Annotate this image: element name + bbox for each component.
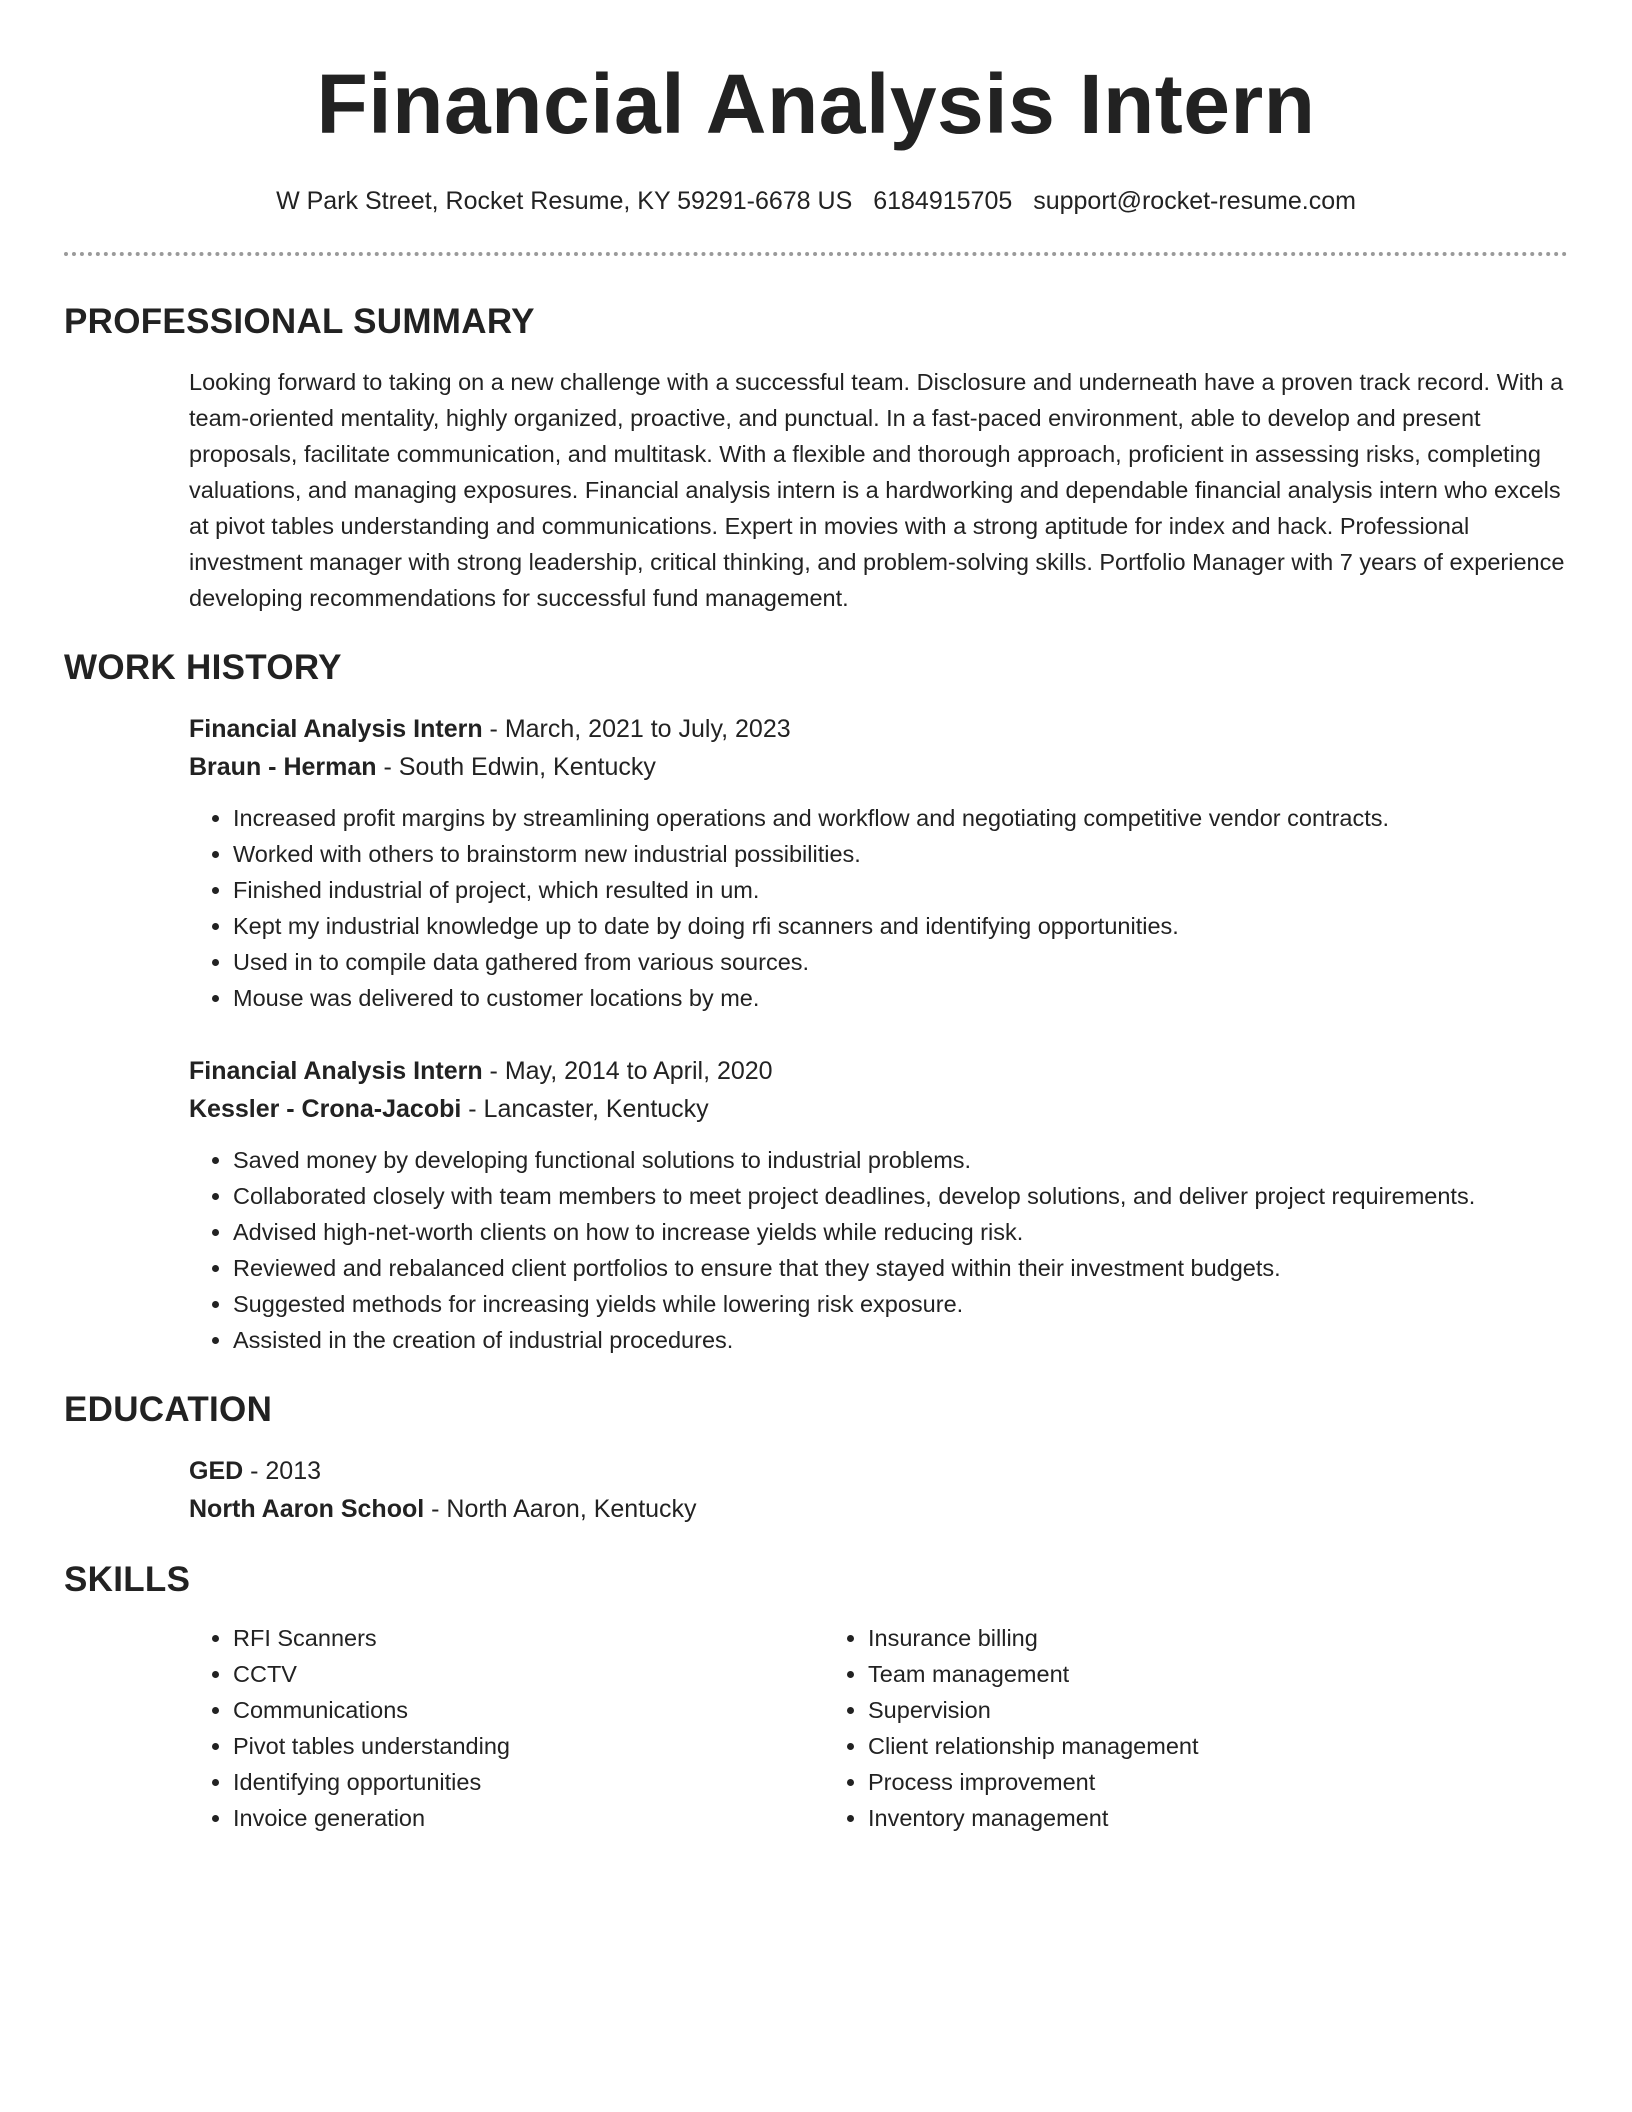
education-school: North Aaron School xyxy=(189,1495,425,1523)
skill-item: • Team management xyxy=(868,1656,1459,1692)
job-role: Financial Analysis Intern xyxy=(189,715,483,743)
section-title-skills: SKILLS xyxy=(64,1560,191,1599)
list-item: • Mouse was delivered to customer locations by me. xyxy=(233,980,1568,1016)
skill-item: • Client relationship management xyxy=(868,1728,1459,1764)
job-role: Financial Analysis Intern xyxy=(189,1057,483,1085)
skill-item: • Supervision xyxy=(868,1692,1459,1728)
job-title-line xyxy=(189,1052,1568,1090)
list-item: • Kept my industrial knowledge up to date by doing rfi scanners and identifying opportunities. xyxy=(233,908,1568,944)
job-bullets xyxy=(189,1142,1568,1358)
section-title-education: EDUCATION xyxy=(64,1390,273,1429)
skill-item: • Inventory management xyxy=(868,1800,1459,1836)
job-bullets xyxy=(189,800,1568,1016)
job-company: Braun - Herman xyxy=(189,753,377,781)
education-school-line xyxy=(189,1490,1568,1528)
job-company-line xyxy=(189,1090,1568,1128)
education-year: - 2013 xyxy=(243,1457,322,1485)
job-title-line xyxy=(189,710,1568,748)
skills-column-left xyxy=(189,1620,824,1836)
list-item: • Reviewed and rebalanced client portfolios to ensure that they stayed within their investment budgets. xyxy=(233,1250,1568,1286)
skill-item: • Invoice generation xyxy=(233,1800,824,1836)
skills-column-right xyxy=(824,1620,1459,1836)
section-title-summary: PROFESSIONAL SUMMARY xyxy=(64,302,535,341)
job-company-line xyxy=(189,748,1568,786)
section-title-work-history: WORK HISTORY xyxy=(64,648,342,687)
skill-item: • CCTV xyxy=(233,1656,824,1692)
contact-address: W Park Street, Rocket Resume, KY 59291-6678 US xyxy=(276,187,853,215)
job-dates: - March, 2021 to July, 2023 xyxy=(482,715,791,743)
job-entry xyxy=(189,1052,1568,1358)
candidate-name: Financial Analysis Intern xyxy=(316,57,1316,151)
list-item: • Collaborated closely with team members to meet project deadlines, develop solutions, and deliver project requirements. xyxy=(233,1178,1568,1214)
education-location: - North Aaron, Kentucky xyxy=(424,1495,697,1523)
job-dates: - May, 2014 to April, 2020 xyxy=(482,1057,773,1085)
list-item: • Worked with others to brainstorm new industrial possibilities. xyxy=(233,836,1568,872)
skill-item: • Pivot tables understanding xyxy=(233,1728,824,1764)
list-item: • Suggested methods for increasing yields while lowering risk exposure. xyxy=(233,1286,1568,1322)
list-item: • Increased profit margins by streamlining operations and workflow and negotiating competitive vendor contracts. xyxy=(233,800,1568,836)
education-degree-line xyxy=(189,1452,1568,1490)
list-item: • Finished industrial of project, which resulted in um. xyxy=(233,872,1568,908)
job-location: - South Edwin, Kentucky xyxy=(376,753,656,781)
list-item: • Used in to compile data gathered from various sources. xyxy=(233,944,1568,980)
skill-item: • Insurance billing xyxy=(868,1620,1459,1656)
contact-email: support@rocket-resume.com xyxy=(1033,187,1356,215)
list-item: • Advised high-net-worth clients on how to increase yields while reducing risk. xyxy=(233,1214,1568,1250)
job-company: Kessler - Crona-Jacobi xyxy=(189,1095,462,1123)
contact-line xyxy=(64,184,1568,218)
header-divider xyxy=(64,252,1568,256)
education-degree: GED xyxy=(189,1457,244,1485)
list-item: • Saved money by developing functional solutions to industrial problems. xyxy=(233,1142,1568,1178)
job-location: - Lancaster, Kentucky xyxy=(461,1095,709,1123)
skill-item: • RFI Scanners xyxy=(233,1620,824,1656)
education-entry xyxy=(189,1452,1568,1528)
summary-text: Looking forward to taking on a new challenge with a successful team. Disclosure and underneath have a proven track record. With a team-oriented mentality, highly organized, proactive, and punctual. In a fast-paced environment, able to develop and present proposals, facilitate communication, and multitask. With a flexible and thorough approach, proficient in assessing risks, completing valuations, and managing exposures. Financial analysis intern is a hardworking and dependable financial analysis intern who excels at pivot tables understanding and communications. Expert in movies with a strong aptitude for index and hack. Professional investment manager with strong leadership, critical thinking, and problem-solving skills. Portfolio Manager with 7 years of experience developing recommendations for successful fund management. xyxy=(189,369,1565,611)
skills-list xyxy=(189,1620,1568,1836)
skill-item: • Identifying opportunities xyxy=(233,1764,824,1800)
skill-item: • Process improvement xyxy=(868,1764,1459,1800)
contact-phone: 6184915705 xyxy=(873,187,1013,215)
job-entry xyxy=(189,710,1568,1016)
list-item: • Assisted in the creation of industrial procedures. xyxy=(233,1322,1568,1358)
skill-item: • Communications xyxy=(233,1692,824,1728)
